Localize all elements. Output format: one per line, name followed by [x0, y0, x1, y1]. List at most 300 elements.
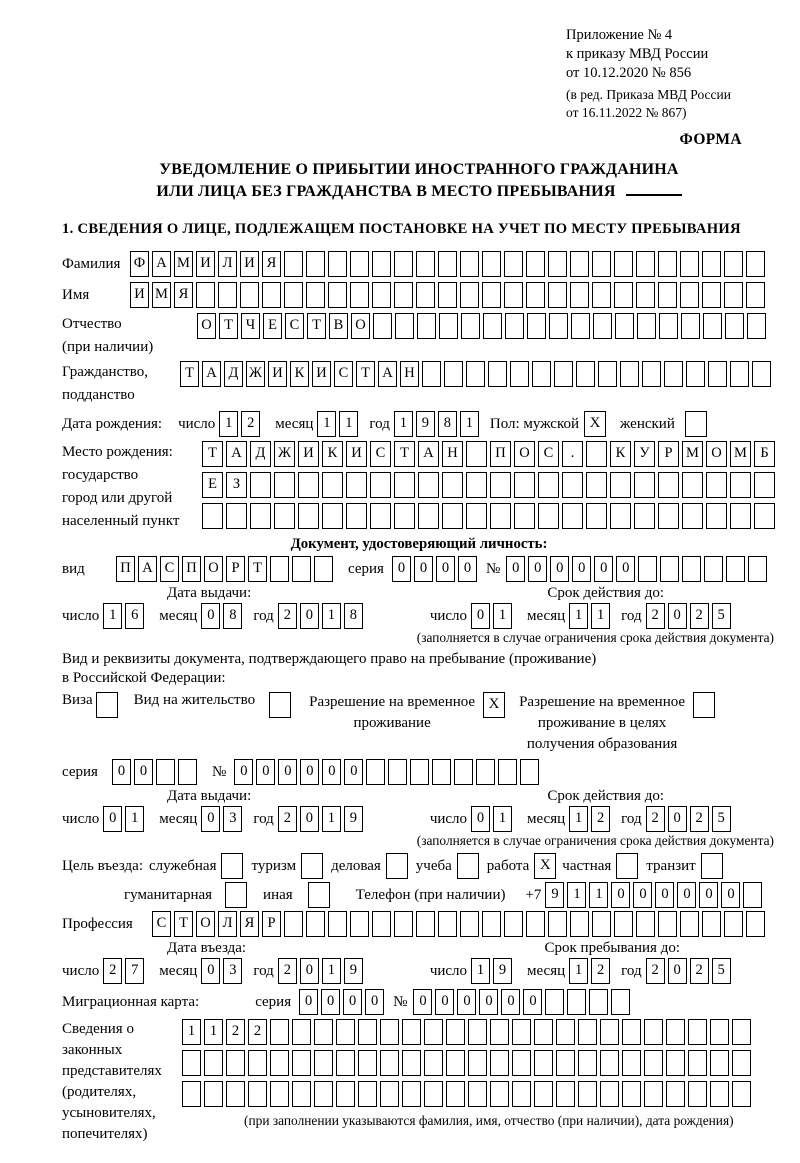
purpose-row: [62, 853, 776, 879]
form-cell: [504, 911, 523, 937]
doc-dates-head: [62, 585, 776, 602]
form-cell: [592, 282, 611, 308]
form-cell: [586, 503, 607, 529]
form-cell: [178, 759, 197, 785]
form-cell: [510, 361, 529, 387]
form-cell: 0: [528, 556, 547, 582]
form-cell: [182, 1050, 201, 1076]
form-cell: [526, 911, 545, 937]
form-cell: 0: [633, 882, 652, 908]
form-cell: А: [152, 251, 171, 277]
stay-until-label: Срок пребывания до:: [544, 940, 680, 957]
form-cell: [710, 1050, 729, 1076]
form-cell: [708, 361, 727, 387]
form-cell: [226, 1081, 245, 1107]
form-cell: [576, 361, 595, 387]
form-cell: [688, 1081, 707, 1107]
form-cell: [538, 503, 559, 529]
form-cell: [461, 313, 480, 339]
form-cell: [658, 251, 677, 277]
form-cell: [747, 313, 766, 339]
form-cell: [490, 1019, 509, 1045]
form-cell: 0: [668, 958, 687, 984]
form-cell: [182, 1081, 201, 1107]
form-cell: 0: [413, 989, 432, 1015]
form-cell: И: [268, 361, 287, 387]
form-cell: [570, 911, 589, 937]
form-cell: [322, 472, 343, 498]
number-label: №: [485, 560, 501, 577]
form-cell: [562, 503, 583, 529]
form-cell: [724, 911, 743, 937]
form-cell: [402, 1050, 421, 1076]
form-cell: 2: [646, 958, 665, 984]
form-cell: 1: [322, 806, 341, 832]
form-cell: [438, 251, 457, 277]
form-cell: [664, 361, 683, 387]
validity-note: (заполняется в случае ограничения срока действия документа): [416, 630, 774, 646]
form-cell: К: [610, 441, 631, 467]
form-cell: 2: [591, 806, 610, 832]
form-cell: [710, 1081, 729, 1107]
doc-series-cells: [392, 556, 480, 582]
form-cell: 1: [569, 958, 588, 984]
form-title: [62, 159, 776, 203]
form-cell: [438, 282, 457, 308]
form-cell: 0: [668, 806, 687, 832]
form-cell: [610, 472, 631, 498]
temp-residence-edu-label: Разрешение на временное проживание в целях получения образования: [519, 694, 686, 753]
form-cell: [226, 1050, 245, 1076]
doc-valid-year: [646, 603, 734, 629]
form-cell: 2: [226, 1019, 245, 1045]
form-cell: [732, 1050, 751, 1076]
form-cell: 0: [322, 759, 341, 785]
form-cell: [488, 361, 507, 387]
form-cell: [730, 361, 749, 387]
temp-residence-edu-option: [519, 692, 715, 755]
form-cell: [466, 503, 487, 529]
purpose-label: Цель въезда:: [62, 857, 143, 874]
form-cell: [636, 251, 655, 277]
form-cell: Ж: [274, 441, 295, 467]
residence-valid-year: [646, 806, 734, 832]
sex-male-label: Пол: мужской: [489, 415, 580, 432]
form-cell: [592, 251, 611, 277]
form-cell: [358, 1081, 377, 1107]
form-cell: [372, 251, 391, 277]
form-cell: 0: [458, 556, 477, 582]
form-cell: 1: [589, 882, 608, 908]
form-cell: 2: [103, 958, 122, 984]
form-cell: [571, 313, 590, 339]
form-cell: [424, 1050, 443, 1076]
form-cell: 0: [572, 556, 591, 582]
form-cell: О: [351, 313, 370, 339]
form-cell: [358, 1019, 377, 1045]
form-cell: 0: [435, 989, 454, 1015]
form-cell: [446, 1081, 465, 1107]
form-cell: Н: [442, 441, 463, 467]
entry-date-label: Дата въезда:: [167, 940, 247, 957]
identity-doc-heading: Документ, удостоверяющий личность:: [290, 536, 548, 553]
form-cell: 1: [569, 806, 588, 832]
form-cell: 0: [112, 759, 131, 785]
forma-label: ФОРМА: [679, 131, 742, 149]
form-cell: [466, 361, 485, 387]
legal-reps-note: (при заполнении указываются фамилия, имя, отчество (при наличии), дата рождения): [244, 1113, 734, 1129]
form-cell: 0: [436, 556, 455, 582]
form-cell: [416, 282, 435, 308]
residence-issue-month: [201, 806, 245, 832]
form-cell: [438, 911, 457, 937]
form-cell: 7: [125, 958, 144, 984]
form-cell: [586, 441, 607, 467]
form-cell: [292, 1050, 311, 1076]
form-cell: [545, 989, 564, 1015]
form-cell: [248, 1050, 267, 1076]
form-cell: 0: [201, 958, 220, 984]
form-cell: [416, 251, 435, 277]
form-cell: 0: [611, 882, 630, 908]
doc-number-cells: [506, 556, 770, 582]
form-cell: [262, 282, 281, 308]
form-cell: [600, 1081, 619, 1107]
form-cell: [634, 503, 655, 529]
birth-place-cells-block: [202, 441, 778, 529]
form-cell: 6: [125, 603, 144, 629]
form-cell: 0: [300, 958, 319, 984]
form-cell: [567, 989, 586, 1015]
form-cell: [482, 282, 501, 308]
form-cell: С: [538, 441, 559, 467]
form-cell: [350, 251, 369, 277]
form-cell: [710, 1019, 729, 1045]
form-cell: [644, 1050, 663, 1076]
entry-month: [201, 958, 245, 984]
form-cell: Ч: [241, 313, 260, 339]
citizenship-label: Гражданство, подданство: [62, 364, 149, 404]
form-cell: [548, 251, 567, 277]
migration-series-cells: [299, 989, 387, 1015]
form-cell: [442, 472, 463, 498]
form-cell: [350, 911, 369, 937]
revision-line: (в ред. Приказа МВД России: [566, 87, 731, 103]
form-cell: [460, 282, 479, 308]
form-cell: [346, 472, 367, 498]
form-cell: [422, 361, 441, 387]
form-cell: Т: [219, 313, 238, 339]
form-cell: 5: [712, 806, 731, 832]
surname-row: [62, 251, 776, 277]
form-cell: [292, 1081, 311, 1107]
form-cell: 1: [569, 603, 588, 629]
form-cell: [274, 503, 295, 529]
form-cell: 0: [234, 759, 253, 785]
form-cell: [424, 1019, 443, 1045]
name-label: Имя: [62, 286, 90, 303]
form-cell: [548, 282, 567, 308]
form-cell: [402, 1019, 421, 1045]
form-cell: [240, 282, 259, 308]
form-cell: 1: [317, 411, 336, 437]
form-cell: К: [290, 361, 309, 387]
form-cell: [538, 472, 559, 498]
form-cell: [644, 1081, 663, 1107]
form-cell: С: [285, 313, 304, 339]
residence-dates-row: число 0 1 месяц 0 3 год 2 0 1 9 число 0 1 месяц 1 2 год 2 0 2 5: [62, 806, 776, 832]
form-cell: Я: [240, 911, 259, 937]
form-cell: 0: [321, 989, 340, 1015]
patronymic-cells: [197, 313, 769, 339]
form-cell: Я: [262, 251, 281, 277]
form-cell: [395, 313, 414, 339]
form-cell: [358, 1050, 377, 1076]
form-cell: [442, 503, 463, 529]
form-cell: [512, 1081, 531, 1107]
identity-doc-row: [62, 556, 776, 582]
appendix-line: от 10.12.2020 № 856: [566, 65, 692, 82]
residence-dates-head: Дата выдачи: Срок действия до:: [167, 788, 664, 805]
form-cell: [598, 361, 617, 387]
appendix-line: Приложение № 4: [566, 27, 673, 43]
form-cell: [490, 503, 511, 529]
form-cell: [336, 1019, 355, 1045]
entry-dates-head: [62, 940, 776, 957]
form-cell: [743, 882, 762, 908]
form-cell: [394, 911, 413, 937]
form-cell: Т: [202, 441, 223, 467]
form-cell: 0: [365, 989, 384, 1015]
form-cell: В: [329, 313, 348, 339]
form-cell: [642, 361, 661, 387]
form-cell: [446, 1019, 465, 1045]
form-cell: 1: [204, 1019, 223, 1045]
form-cell: [614, 911, 633, 937]
form-cell: [292, 556, 311, 582]
form-cell: [322, 503, 343, 529]
form-cell: 1: [493, 603, 512, 629]
form-cell: [589, 989, 608, 1015]
form-cell: [370, 472, 391, 498]
form-cell: [512, 1050, 531, 1076]
form-cell: 0: [256, 759, 275, 785]
form-cell: [534, 1019, 553, 1045]
form-cell: [570, 282, 589, 308]
form-cell: [270, 1019, 289, 1045]
form-cell: 0: [344, 759, 363, 785]
form-cell: [460, 251, 479, 277]
form-cell: 5: [712, 958, 731, 984]
form-cell: [314, 1050, 333, 1076]
birth-year-cells: [394, 411, 482, 437]
form-cell: [726, 556, 745, 582]
form-cell: [620, 361, 639, 387]
sex-male-checkbox: X: [584, 411, 606, 437]
form-cell: 1: [322, 958, 341, 984]
form-cell: [549, 313, 568, 339]
form-cell: [724, 282, 743, 308]
form-cell: [562, 472, 583, 498]
form-cell: [306, 282, 325, 308]
purpose-work: работа X: [487, 853, 557, 879]
form-cell: [556, 1081, 575, 1107]
purpose-transit: транзит: [646, 853, 722, 879]
form-cell: 0: [471, 806, 490, 832]
form-cell: М: [174, 251, 193, 277]
form-cell: [284, 251, 303, 277]
form-cell: [490, 472, 511, 498]
form-cell: [514, 472, 535, 498]
form-cell: 8: [223, 603, 242, 629]
form-cell: М: [152, 282, 171, 308]
birth-place-label: Место рождения: государство город или другой населенный пункт: [62, 444, 180, 530]
form-cell: [314, 1019, 333, 1045]
temp-residence-edu-checkbox: [693, 692, 715, 718]
entry-dates-row: число 2 7 месяц 0 3 год 2 0 1 9 число 1 9 месяц 1 2 год 2 0 2 5: [62, 958, 776, 984]
form-cell: [466, 472, 487, 498]
form-cell: [370, 503, 391, 529]
legal-reps-cells-1: [182, 1019, 754, 1045]
form-cell: [250, 503, 271, 529]
form-cell: 9: [493, 958, 512, 984]
form-cell: [706, 472, 727, 498]
visa-checkbox: [96, 692, 118, 718]
form-cell: [615, 313, 634, 339]
form-cell: [250, 472, 271, 498]
form-cell: [460, 911, 479, 937]
birth-place-row: [62, 441, 776, 533]
appendix-line: к приказу МВД России: [566, 46, 709, 63]
purpose-humanitarian: гуманитарная: [124, 882, 247, 908]
form-cell: 1: [460, 411, 479, 437]
form-cell: [702, 282, 721, 308]
form-cell: Д: [250, 441, 271, 467]
form-cell: [706, 503, 727, 529]
form-cell: 0: [506, 556, 525, 582]
form-cell: [270, 1050, 289, 1076]
form-cell: 1: [339, 411, 358, 437]
residence-permit-checkbox: [269, 692, 291, 718]
form-cell: О: [197, 313, 216, 339]
form-cell: 1: [103, 603, 122, 629]
form-cell: 3: [223, 806, 242, 832]
residence-permit-label: Вид на жительство: [133, 692, 256, 709]
form-cell: С: [160, 556, 179, 582]
form-cell: [658, 503, 679, 529]
form-cell: Е: [202, 472, 223, 498]
doc-issue-year: [278, 603, 366, 629]
form-cell: 2: [591, 958, 610, 984]
form-cell: [732, 1019, 751, 1045]
form-cell: [388, 759, 407, 785]
birth-place-cells-3: [202, 503, 778, 529]
form-cell: [270, 556, 289, 582]
form-cell: М: [730, 441, 751, 467]
form-cell: 0: [501, 989, 520, 1015]
form-cell: 1: [493, 806, 512, 832]
form-cell: 2: [248, 1019, 267, 1045]
residence-permit-option: [134, 692, 291, 718]
residence-doc-options: [62, 692, 776, 755]
doc-issue-month: [201, 603, 245, 629]
form-cell: [611, 989, 630, 1015]
form-cell: С: [370, 441, 391, 467]
form-cell: [446, 1050, 465, 1076]
form-cell: [724, 251, 743, 277]
residence-valid-month: [569, 806, 613, 832]
form-cell: [468, 1050, 487, 1076]
form-cell: О: [706, 441, 727, 467]
form-cell: Т: [248, 556, 267, 582]
form-cell: [730, 503, 751, 529]
residence-issue-day: [103, 806, 147, 832]
validity-note-2: (заполняется в случае ограничения срока действия документа): [416, 833, 774, 849]
appendix-block: [566, 26, 766, 121]
form-cell: [703, 313, 722, 339]
form-cell: [490, 1081, 509, 1107]
form-cell: [410, 759, 429, 785]
form-cell: [432, 759, 451, 785]
form-cell: 2: [646, 806, 665, 832]
form-cell: [350, 282, 369, 308]
form-cell: [556, 1050, 575, 1076]
blank-underline: [626, 181, 682, 196]
form-cell: [725, 313, 744, 339]
purpose-private: частная: [562, 853, 638, 879]
form-cell: 0: [668, 603, 687, 629]
form-cell: [682, 503, 703, 529]
sex-female-label: женский: [620, 415, 675, 432]
form-cell: 8: [344, 603, 363, 629]
form-cell: Р: [226, 556, 245, 582]
birth-place-cells-1: [202, 441, 778, 467]
form-cell: [526, 282, 545, 308]
form-cell: 1: [219, 411, 238, 437]
surname-label: Фамилия: [62, 255, 121, 272]
stay-month: [569, 958, 613, 984]
residence-issue-year: [278, 806, 366, 832]
citizenship-cells: [180, 361, 774, 387]
doc-valid-month: [569, 603, 613, 629]
form-cell: [658, 911, 677, 937]
doc-issue-day: [103, 603, 147, 629]
patronymic-label: Отчество (при наличии): [62, 316, 154, 356]
form-cell: 9: [416, 411, 435, 437]
form-cell: [380, 1081, 399, 1107]
form-cell: [514, 503, 535, 529]
form-cell: [454, 759, 473, 785]
form-cell: 3: [223, 958, 242, 984]
form-cell: М: [682, 441, 703, 467]
form-cell: [682, 472, 703, 498]
year-label: год: [369, 415, 390, 432]
phone-cells: [545, 882, 765, 908]
form-cell: [680, 251, 699, 277]
form-cell: [702, 251, 721, 277]
form-cell: [394, 282, 413, 308]
phone-prefix: +7: [525, 886, 542, 903]
purpose-commercial: деловая: [331, 853, 408, 879]
form-cell: [600, 1050, 619, 1076]
migration-card-row: Миграционная карта: серия 0 0 0 0 № 0 0 0 0 0 0: [62, 989, 776, 1015]
form-cell: 1: [591, 603, 610, 629]
form-cell: Е: [263, 313, 282, 339]
form-cell: 0: [299, 989, 318, 1015]
form-cell: Ж: [246, 361, 265, 387]
form-cell: [336, 1081, 355, 1107]
form-cell: [444, 361, 463, 387]
